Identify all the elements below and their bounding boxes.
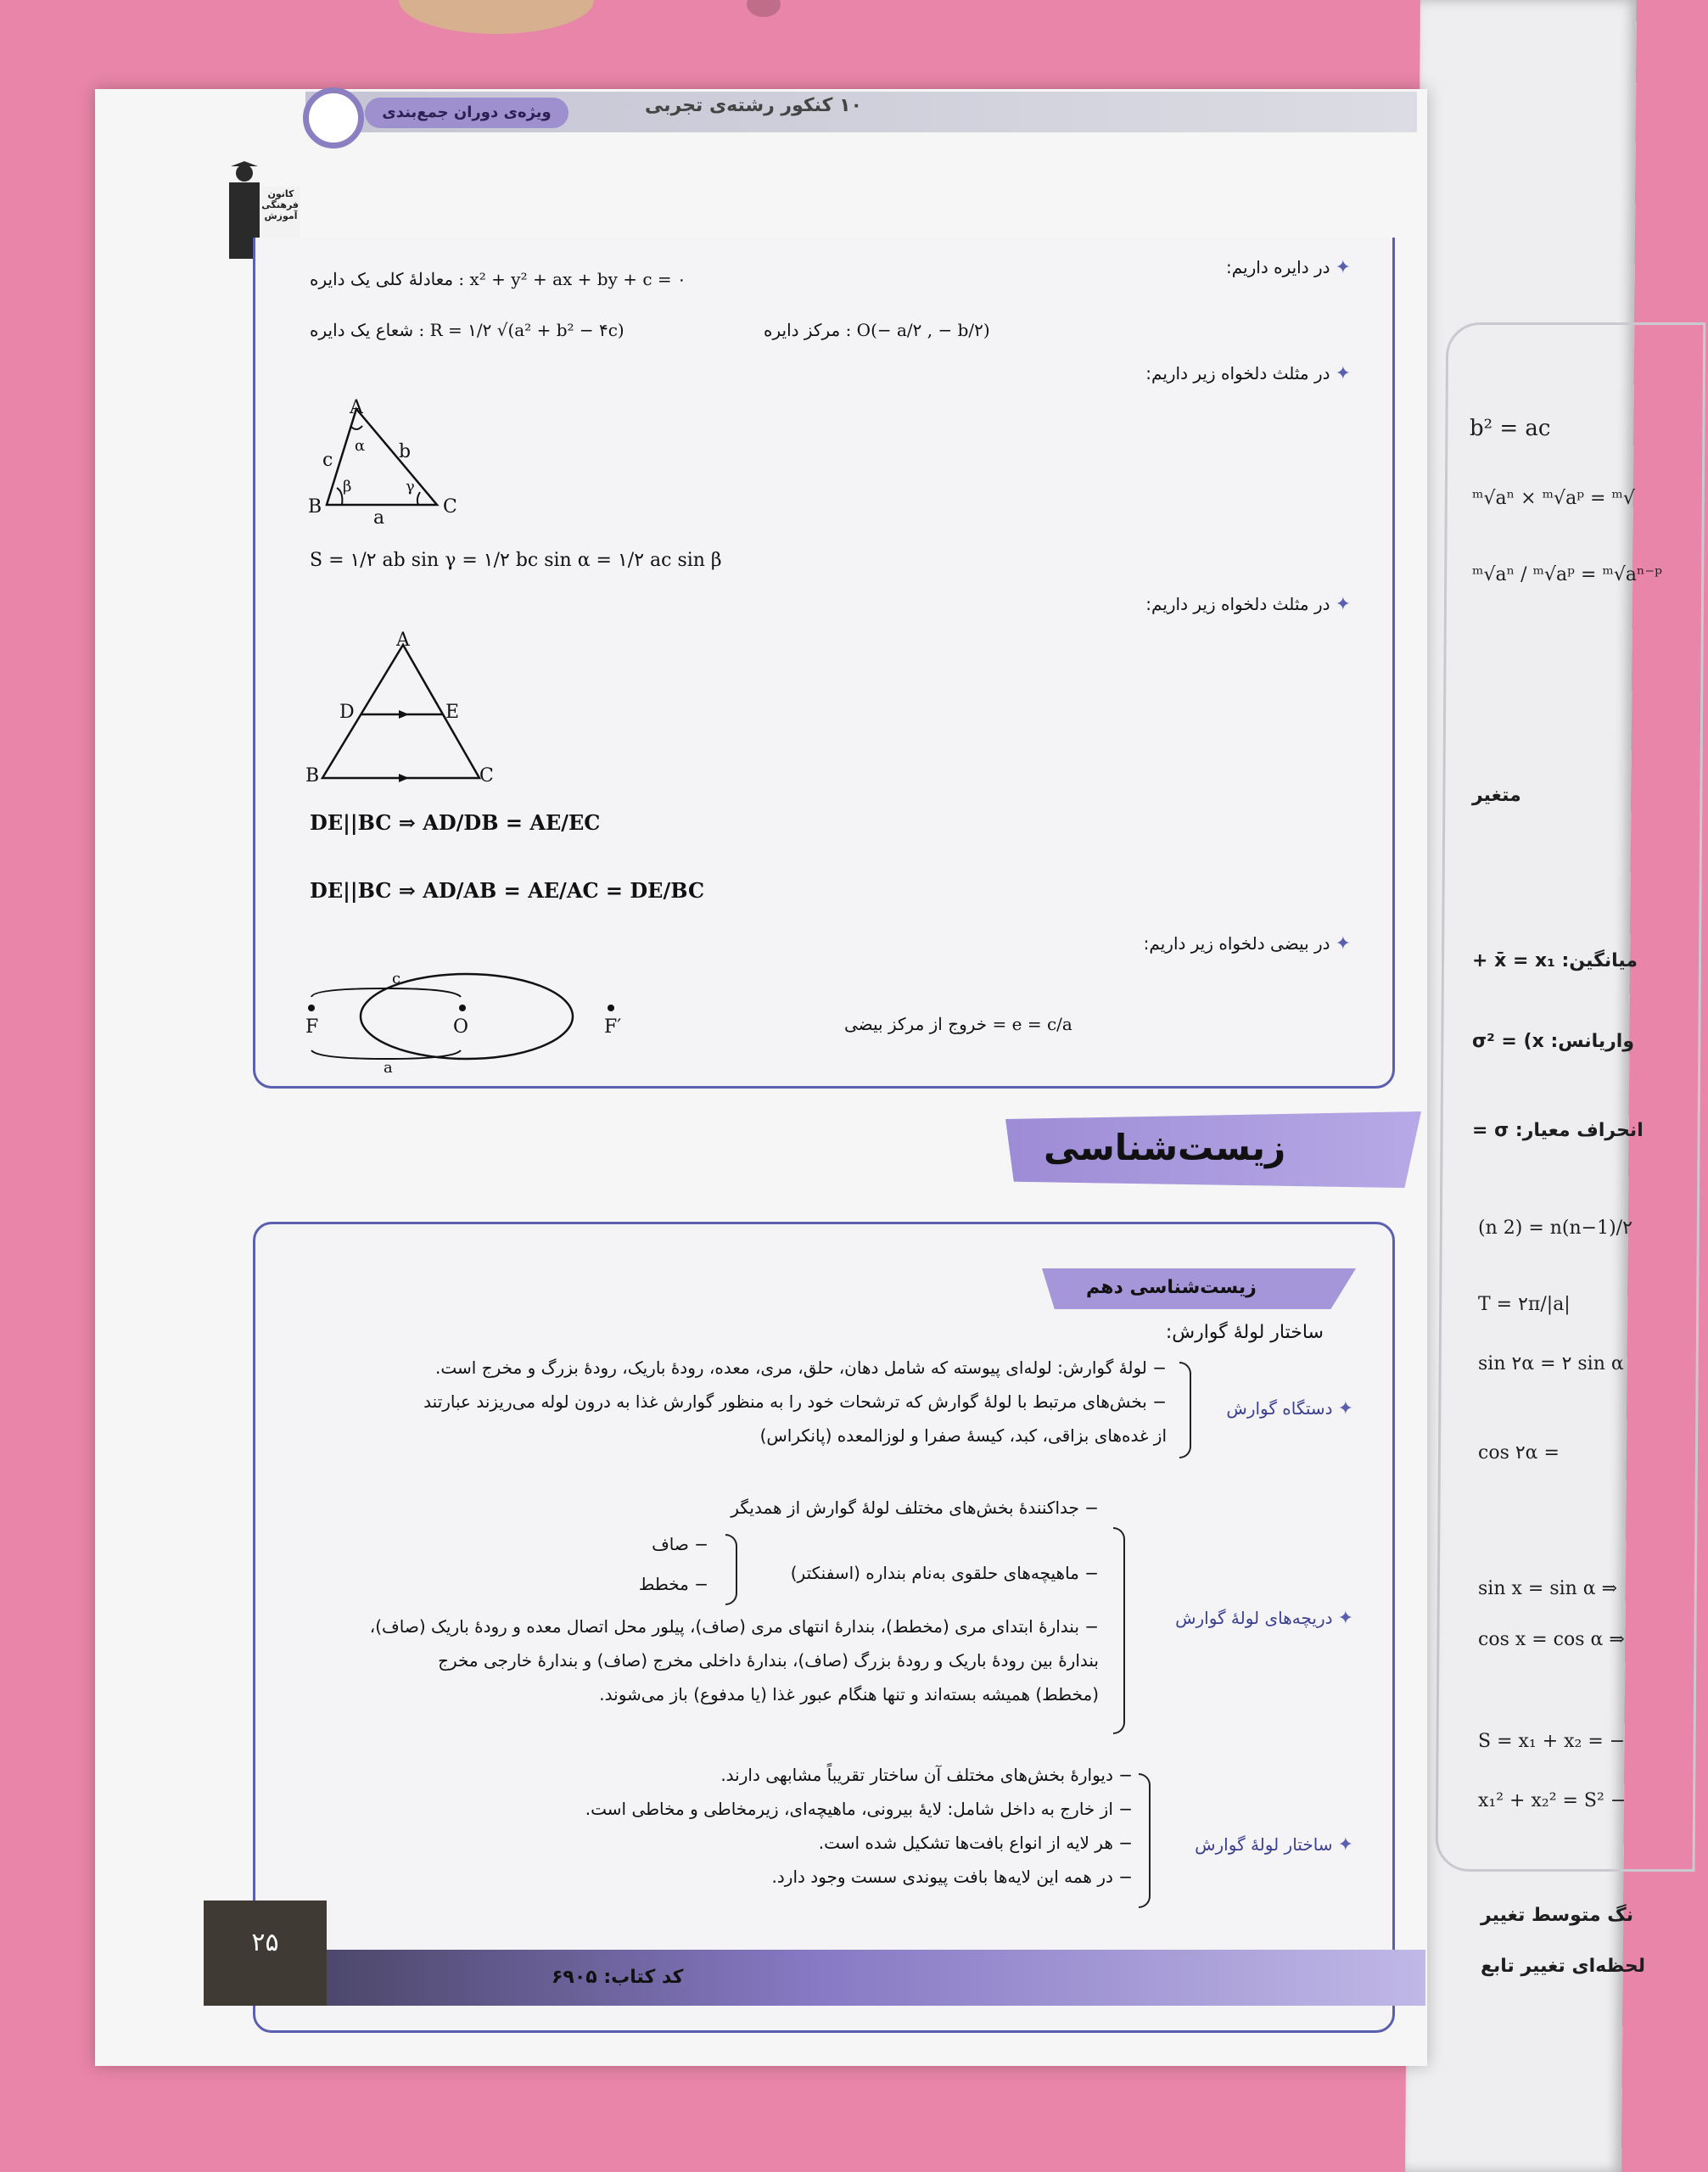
- list-item: بندارهٔ بین رودهٔ باریک و رودهٔ بزرگ (صاف)، بندارهٔ داخلی مخرج (صاف) و بندارهٔ خارجی مخرج: [438, 1650, 1099, 1671]
- vertex-label: E: [445, 702, 460, 723]
- list-item: − دیوارهٔ بخش‌های مختلف آن ساختار تقریباً مشابهی دارند.: [720, 1765, 1133, 1785]
- star-bullet-icon: ✦: [1335, 933, 1351, 954]
- angle-label: α: [355, 437, 366, 455]
- brace: [725, 1534, 737, 1605]
- list-item: − هر لایه از انواع بافت‌ها تشکیل شده است.: [818, 1833, 1133, 1853]
- ellipse-diagram: [301, 959, 641, 1078]
- background-object: [399, 0, 594, 34]
- star-bullet-icon: ✦: [1335, 257, 1351, 278]
- list-item: از غده‌های بزاقی، کبد، کیسهٔ صفرا و لوزالمعده (پانکراس): [759, 1425, 1167, 1446]
- ellipse-heading: ✦در بیضی دلخواه زیر داریم:: [1143, 933, 1351, 954]
- group-label: ✦دریچه‌های لولهٔ گوارش: [1175, 1608, 1353, 1629]
- vertex-label: D: [339, 702, 355, 723]
- header-title: ۱۰ کنکور رشته‌ی تجربی: [645, 95, 862, 116]
- background-object: [747, 0, 781, 17]
- vertex-label: C: [443, 496, 457, 518]
- ellipse-label: F: [305, 1016, 319, 1038]
- star-bullet-icon: ✦: [1337, 1398, 1353, 1419]
- rp-label: لحظه‌ای تغییر تابع: [1481, 1956, 1646, 1977]
- rp-label: انحراف معیار: σ =: [1472, 1120, 1644, 1141]
- star-bullet-icon: ✦: [1335, 594, 1351, 615]
- list-item: (مخطط) همیشه بسته‌اند و تنها هنگام عبور غذا (یا مدفوع) باز می‌شوند.: [599, 1684, 1099, 1705]
- thales-triangle-diagram: [305, 632, 501, 785]
- rp-formula: sin ۲α = ۲ sin α: [1478, 1353, 1624, 1374]
- circle-heading: ✦در دایره داریم:: [1226, 257, 1351, 278]
- triangle-heading-1: ✦در مثلث دلخواه زیر داریم:: [1145, 363, 1351, 384]
- side-label: c: [322, 450, 333, 471]
- eccentricity-formula: e = c/a = خروج از مرکز بیضی: [844, 1014, 1072, 1034]
- list-subitem: − مخطط: [638, 1574, 708, 1594]
- book-code: کد کتاب: ۶۹۰۵: [552, 1967, 684, 1988]
- angle-label: γ: [406, 478, 415, 495]
- rp-formula: cos x = cos α ⇒: [1478, 1629, 1625, 1650]
- triangle-area-formula: S = ۱/۲ ab sin γ = ۱/۲ bc sin α = ۱/۲ ac sin β: [310, 550, 722, 571]
- rp-formula: T = ۲π/|a|: [1478, 1294, 1571, 1315]
- rp-label: نگ متوسط تغییر: [1481, 1905, 1634, 1926]
- list-item: − در همه این لایه‌ها بافت پیوندی سست وجود دارد.: [771, 1867, 1133, 1887]
- subsection-title: زیست‌شناسی دهم: [1086, 1277, 1257, 1298]
- rp-label: متغیر: [1472, 785, 1521, 806]
- ellipse-label: a: [384, 1059, 393, 1077]
- vertex-label: B: [305, 765, 320, 787]
- header-pill: ویژه‌ی دوران جمع‌بندی: [365, 98, 568, 128]
- list-item: − بندارهٔ ابتدای مری (مخطط)، بندارهٔ انتهای مری (صاف)، پیلور محل اتصال معده و رودهٔ باریک (صاف)،: [369, 1616, 1099, 1637]
- rp-formula: ᵐ√aⁿ × ᵐ√aᵖ = ᵐ√: [1472, 488, 1635, 509]
- brace: [1139, 1773, 1151, 1908]
- star-bullet-icon: ✦: [1337, 1834, 1353, 1856]
- star-bullet-icon: ✦: [1335, 363, 1351, 384]
- group-label: ✦دستگاه گوارش: [1226, 1398, 1353, 1419]
- list-item: − از خارج به داخل شامل: لایهٔ بیرونی، ماهیچه‌ای، زیرمخاطی و مخاطی است.: [585, 1799, 1133, 1819]
- topic-heading: ساختار لولهٔ گوارش:: [1165, 1322, 1324, 1343]
- list-item: − لولهٔ گوارش: لوله‌ای پیوسته که شامل دهان، حلق، مری، معده، رودهٔ باریک، رودهٔ بزرگ و مخرج است.: [435, 1358, 1167, 1378]
- side-label: a: [373, 507, 385, 529]
- page-number: ۲۵: [204, 1900, 327, 2006]
- triangle-heading-2: ✦در مثلث دلخواه زیر داریم:: [1145, 594, 1351, 615]
- thales-formula-2: DE||BC ⇒ AD/AB = AE/AC = DE/BC: [310, 878, 705, 903]
- rp-formula: cos ۲α =: [1478, 1442, 1560, 1464]
- rp-formula: sin x = sin α ⇒: [1478, 1578, 1618, 1599]
- list-item: − ماهیچه‌های حلقوی به‌نام بنداره (اسفنکتر): [790, 1563, 1099, 1583]
- footer-band: [204, 1950, 1425, 2006]
- rp-formula: x₁² + x₂² = S² −: [1478, 1790, 1627, 1811]
- brace: [1179, 1362, 1191, 1458]
- rp-formula: b² = ac: [1470, 416, 1551, 441]
- rp-label: واریانس: σ² = (x: [1472, 1031, 1634, 1052]
- circle-center: O(− a/۲ , − b/۲) : مرکز دایره: [764, 320, 990, 340]
- ellipse-label: O: [453, 1016, 469, 1038]
- rp-formula: (n 2) = n(n−1)/۲: [1478, 1218, 1632, 1239]
- brace: [1113, 1527, 1125, 1734]
- vertex-label: A: [350, 397, 363, 418]
- circle-radius: R = ۱/۲ √(a² + b² − ۴c) : شعاع یک دایره: [310, 320, 624, 340]
- side-label: b: [399, 441, 412, 462]
- star-bullet-icon: ✦: [1337, 1608, 1353, 1629]
- vertex-label: B: [308, 496, 322, 518]
- circle-general-equation: x² + y² + ax + by + c = ۰ : معادلهٔ کلی یک دایره: [310, 269, 686, 289]
- logo-text: کانون فرهنگی آموزش: [261, 188, 299, 222]
- vertex-label: A: [396, 630, 410, 651]
- ellipse-label: F′: [604, 1016, 622, 1038]
- section-title: زیست‌شناسی: [1044, 1127, 1286, 1168]
- thales-formula-1: DE||BC ⇒ AD/DB = AE/EC: [310, 810, 601, 835]
- rp-formula: S = x₁ + x₂ = −: [1478, 1731, 1626, 1752]
- list-item: − جداکنندهٔ بخش‌های مختلف لولهٔ گوارش از همدیگر: [731, 1497, 1099, 1518]
- rp-label: میانگین: x̄ = x₁ +: [1472, 950, 1638, 971]
- header-circle: [303, 87, 364, 148]
- ellipse-label: c: [392, 970, 401, 988]
- right-page: [1405, 0, 1637, 2172]
- rp-formula: ᵐ√aⁿ / ᵐ√aᵖ = ᵐ√aⁿ⁻ᵖ: [1472, 564, 1662, 585]
- vertex-label: C: [479, 765, 494, 787]
- list-item: − بخش‌های مرتبط با لولهٔ گوارش که ترشحات خود را به منظور گوارش غذا به درون لوله می‌ریزند عبارتند: [423, 1391, 1167, 1412]
- list-subitem: − صاف: [652, 1534, 708, 1554]
- group-label: ✦ساختار لولهٔ گوارش: [1195, 1834, 1353, 1856]
- angle-label: β: [343, 478, 352, 495]
